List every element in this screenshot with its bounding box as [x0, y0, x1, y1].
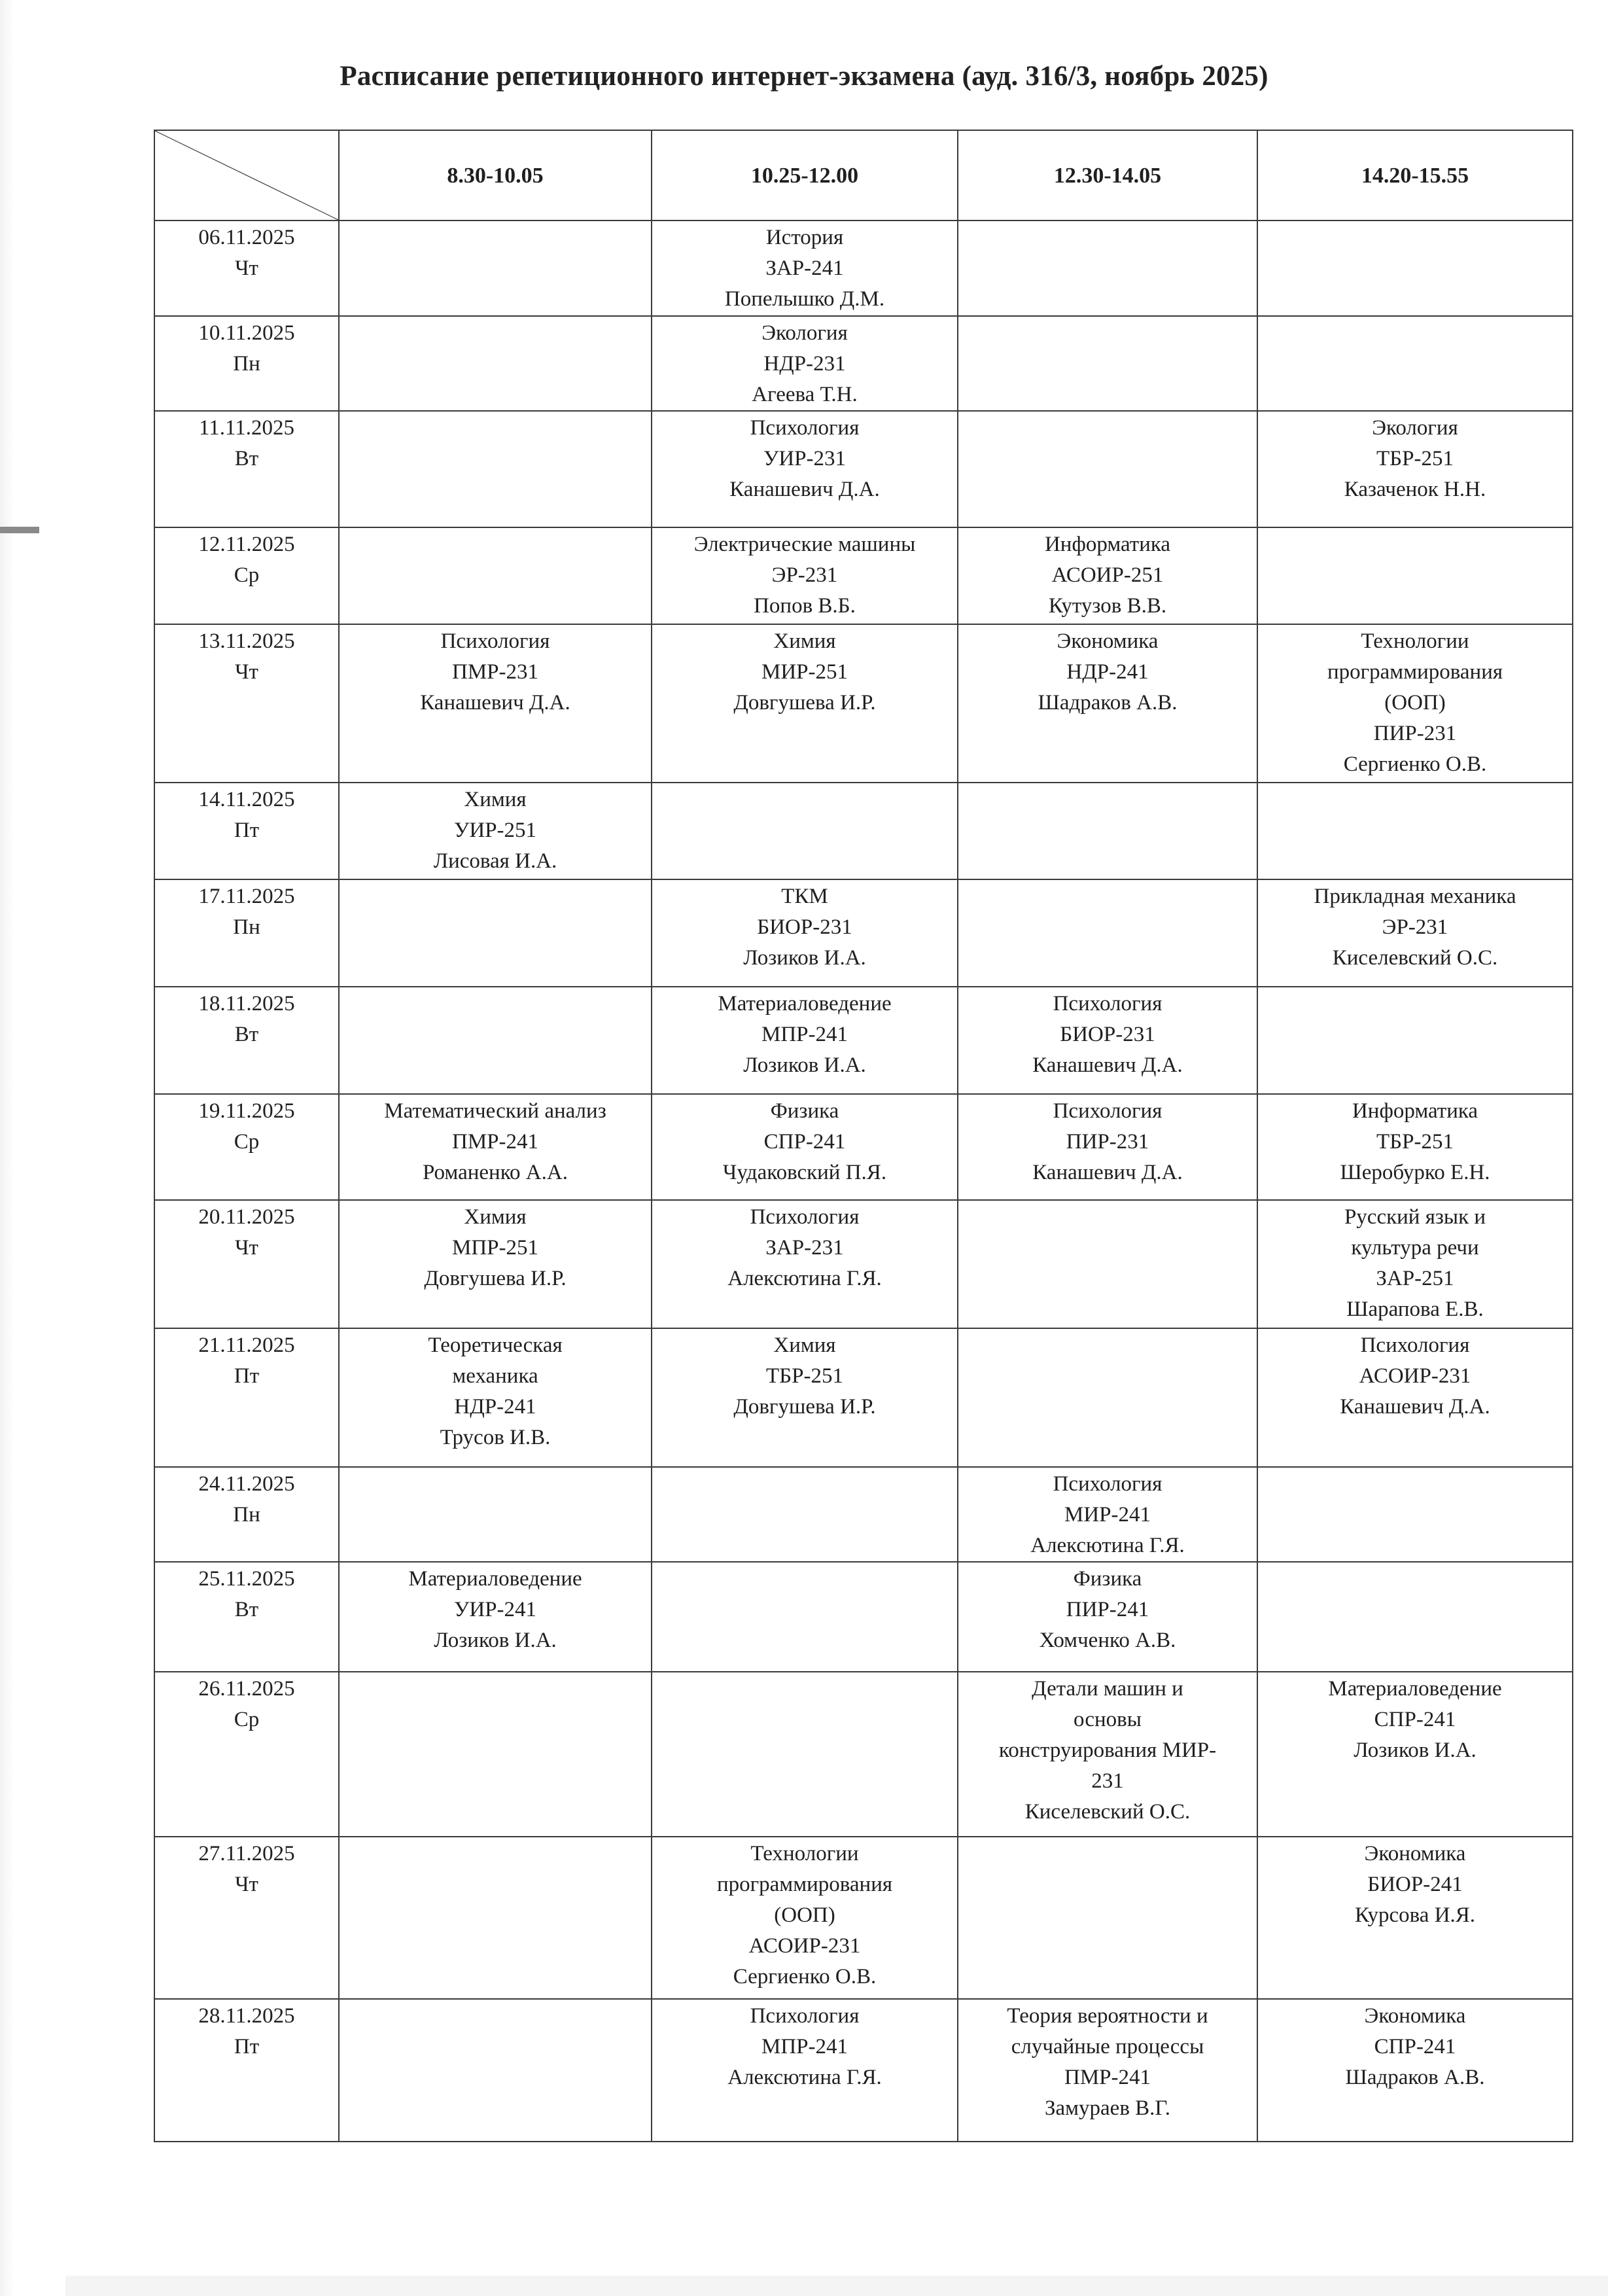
exam-line: Электрические машины [693, 533, 916, 556]
exam-line: Материаловедение [1328, 1677, 1502, 1701]
exam-line: ЗАР-231 [765, 1236, 844, 1260]
time-slot-2: 10.25-12.00 [652, 130, 958, 221]
weekday-text: Вт [234, 1023, 259, 1046]
weekday-text: Пт [234, 1364, 260, 1388]
date-cell [154, 1999, 339, 2142]
date-text: 28.11.2025 [198, 2004, 295, 2028]
exam-line: механика [452, 1364, 538, 1388]
exam-line: Чудаковский П.Я. [722, 1161, 887, 1184]
date-text: 14.11.2025 [198, 788, 295, 811]
exam-cell [339, 1200, 652, 1328]
exam-line: Материаловедение [408, 1567, 582, 1591]
date-cell [154, 1200, 339, 1328]
exam-cell [958, 879, 1257, 987]
exam-line: СПР-241 [1374, 2035, 1456, 2058]
exam-line: Хомченко А.В. [1039, 1629, 1176, 1652]
exam-cell [958, 987, 1257, 1094]
exam-cell [652, 1467, 958, 1562]
exam-line: Замураев В.Г. [1044, 2096, 1171, 2120]
exam-cell [1257, 1328, 1573, 1467]
exam-line: НДР-231 [763, 352, 846, 376]
exam-cell [1257, 1999, 1573, 2142]
weekday-text: Вт [234, 1598, 259, 1621]
schedule-row [154, 1200, 1573, 1328]
date-text: 20.11.2025 [198, 1205, 295, 1229]
page-title: Расписание репетиционного интернет-экзамена (ауд. 316/3, ноябрь 2025) [340, 61, 1268, 92]
exam-line: Попов В.Б. [754, 594, 856, 618]
weekday-text: Вт [234, 447, 259, 470]
weekday-text: Пт [234, 2035, 260, 2058]
date-text: 24.11.2025 [198, 1472, 295, 1496]
date-cell [154, 316, 339, 411]
exam-line: Казаченок Н.Н. [1344, 478, 1486, 501]
schedule-row [154, 1672, 1573, 1837]
exam-line: Шадраков А.В. [1038, 691, 1178, 715]
schedule-body [154, 221, 1573, 2142]
exam-line: Сергиенко О.В. [733, 1965, 877, 1988]
exam-cell [652, 527, 958, 624]
exam-cell [652, 987, 958, 1094]
exam-cell [339, 1999, 652, 2142]
schedule-table [154, 130, 1573, 2142]
exam-line: Химия [464, 788, 527, 811]
exam-line: программирования [1327, 660, 1503, 684]
exam-line: Киселевский О.С. [1332, 946, 1498, 970]
diagonal-divider [155, 131, 338, 220]
exam-cell [1257, 1672, 1573, 1837]
date-text: 12.11.2025 [198, 533, 295, 556]
exam-line: Химия [773, 629, 836, 653]
corner-cell [154, 130, 339, 221]
date-text: 25.11.2025 [198, 1567, 295, 1591]
exam-line: Психология [1053, 1472, 1162, 1496]
exam-cell [652, 624, 958, 783]
exam-cell [652, 1999, 958, 2142]
time-slot-4: 14.20-15.55 [1257, 130, 1573, 221]
exam-line: ТБР-251 [1376, 447, 1454, 470]
exam-cell [339, 987, 652, 1094]
schedule-row [154, 1562, 1573, 1672]
exam-line: Киселевский О.С. [1024, 1800, 1191, 1824]
exam-line: конструирования МИР- [998, 1739, 1217, 1762]
exam-line: ТКМ [781, 885, 828, 908]
exam-line: Довгушева И.Р. [424, 1267, 567, 1290]
exam-cell [652, 221, 958, 316]
date-cell [154, 1562, 339, 1672]
weekday-text: Пн [233, 915, 260, 939]
weekday-text: Пн [233, 1503, 260, 1527]
scan-left-edge [0, 0, 14, 2296]
exam-line: ПИР-241 [1066, 1598, 1149, 1621]
date-cell [154, 527, 339, 624]
exam-line: Трусов И.В. [440, 1426, 551, 1449]
exam-cell [652, 411, 958, 527]
exam-line: ПМР-241 [451, 1130, 539, 1154]
weekday-text: Чт [235, 1873, 258, 1896]
exam-line: ЭР-231 [771, 563, 838, 587]
date-cell [154, 987, 339, 1094]
date-text: 21.11.2025 [198, 1333, 295, 1357]
date-text: 11.11.2025 [198, 416, 295, 440]
date-cell [154, 879, 339, 987]
exam-line: ЗАР-251 [1376, 1267, 1454, 1290]
date-text: 19.11.2025 [198, 1099, 295, 1123]
exam-line: Психология [750, 416, 860, 440]
exam-line: АСОИР-251 [1051, 563, 1164, 587]
date-text: 27.11.2025 [198, 1842, 295, 1865]
exam-line: СПР-241 [763, 1130, 846, 1154]
exam-line: Лозиков И.А. [434, 1629, 557, 1652]
exam-line: Лисовая И.А. [433, 849, 557, 873]
exam-line: МИР-241 [1064, 1503, 1151, 1527]
exam-line: Химия [464, 1205, 527, 1229]
date-text: 06.11.2025 [198, 226, 295, 249]
schedule-row [154, 411, 1573, 527]
exam-line: основы [1074, 1708, 1142, 1731]
exam-line: Математический анализ [384, 1099, 606, 1123]
exam-cell [339, 1467, 652, 1562]
weekday-text: Ср [234, 1708, 260, 1731]
exam-cell [958, 221, 1257, 316]
exam-line: НДР-241 [1066, 660, 1149, 684]
exam-cell [652, 316, 958, 411]
date-cell [154, 1837, 339, 1999]
schedule-row [154, 527, 1573, 624]
schedule-row [154, 987, 1573, 1094]
exam-cell [339, 316, 652, 411]
exam-line: ЭР-231 [1382, 915, 1448, 939]
weekday-text: Ср [234, 563, 260, 587]
exam-line: Экология [1372, 416, 1458, 440]
exam-cell [958, 1200, 1257, 1328]
date-cell [154, 221, 339, 316]
exam-line: программирования [716, 1873, 893, 1896]
exam-line: Теория вероятности и [1007, 2004, 1208, 2028]
exam-cell [958, 527, 1257, 624]
exam-line: НДР-241 [454, 1395, 536, 1419]
exam-cell [958, 1094, 1257, 1200]
schedule-row [154, 1837, 1573, 1999]
exam-line: АСОИР-231 [748, 1934, 861, 1958]
exam-cell [652, 879, 958, 987]
exam-cell [652, 783, 958, 879]
exam-cell [958, 624, 1257, 783]
time-slot-1: 8.30-10.05 [339, 130, 652, 221]
exam-line: Психология [750, 1205, 860, 1229]
exam-line: Психология [1053, 1099, 1162, 1123]
weekday-text: Чт [235, 256, 258, 280]
exam-cell [339, 527, 652, 624]
exam-cell [1257, 1200, 1573, 1328]
exam-line: Канашевич Д.А. [1032, 1161, 1183, 1184]
scan-bottom-edge [65, 2276, 1608, 2296]
exam-line: БИОР-231 [1060, 1023, 1155, 1046]
exam-line: (ООП) [1384, 691, 1446, 715]
exam-cell [958, 1562, 1257, 1672]
exam-cell [958, 1837, 1257, 1999]
exam-cell [958, 783, 1257, 879]
exam-cell [958, 1467, 1257, 1562]
exam-line: Психология [1053, 992, 1162, 1016]
exam-line: БИОР-241 [1367, 1873, 1463, 1896]
scan-artifact [0, 527, 39, 533]
exam-line: Шадраков А.В. [1345, 2066, 1485, 2089]
exam-line: Кутузов В.В. [1048, 594, 1167, 618]
exam-line: Психология [1360, 1333, 1470, 1357]
exam-cell [958, 316, 1257, 411]
exam-line: Экономика [1364, 1842, 1466, 1865]
exam-line: Физика [1073, 1567, 1142, 1591]
exam-line: БИОР-231 [757, 915, 852, 939]
exam-line: Детали машин и [1032, 1677, 1183, 1701]
exam-line: Прикладная механика [1314, 885, 1516, 908]
exam-cell [1257, 987, 1573, 1094]
exam-cell [1257, 1837, 1573, 1999]
weekday-text: Чт [235, 1236, 258, 1260]
exam-line: Канашевич Д.А. [1340, 1395, 1490, 1419]
exam-line: СПР-241 [1374, 1708, 1456, 1731]
exam-cell [339, 1672, 652, 1837]
exam-line: Психология [750, 2004, 860, 2028]
schedule-row [154, 624, 1573, 783]
exam-cell [958, 1672, 1257, 1837]
exam-cell [1257, 783, 1573, 879]
exam-line: УИР-241 [453, 1598, 537, 1621]
exam-line: История [765, 226, 844, 249]
exam-cell [339, 1837, 652, 1999]
exam-line: ПИР-231 [1373, 722, 1457, 745]
exam-cell [1257, 1094, 1573, 1200]
exam-line: Информатика [1352, 1099, 1478, 1123]
schedule-row [154, 1999, 1573, 2142]
time-slot-3: 12.30-14.05 [958, 130, 1257, 221]
date-text: 10.11.2025 [198, 321, 295, 345]
schedule-row [154, 221, 1573, 316]
exam-cell [1257, 1467, 1573, 1562]
exam-line: культура речи [1351, 1236, 1479, 1260]
exam-line: Физика [770, 1099, 839, 1123]
exam-line: Довгушева И.Р. [733, 1395, 876, 1419]
exam-line: Попелышко Д.М. [724, 287, 885, 311]
exam-line: Шарапова Е.В. [1346, 1298, 1484, 1321]
exam-cell [339, 1094, 652, 1200]
exam-line: Агеева Т.Н. [752, 383, 858, 406]
exam-line: УИР-231 [763, 447, 847, 470]
exam-line: Теоретическая [428, 1333, 563, 1357]
exam-cell [652, 1200, 958, 1328]
exam-line: Канашевич Д.А. [729, 478, 880, 501]
exam-cell [339, 1328, 652, 1467]
exam-cell [958, 1999, 1257, 2142]
exam-line: УИР-251 [453, 819, 537, 842]
exam-line: Алексютина Г.Я. [727, 1267, 882, 1290]
exam-line: МПР-241 [761, 2035, 848, 2058]
exam-line: случайные процессы [1011, 2035, 1204, 2058]
date-text: 13.11.2025 [198, 629, 295, 653]
date-cell [154, 783, 339, 879]
exam-line: ПМР-231 [451, 660, 539, 684]
exam-line: Экономика [1057, 629, 1159, 653]
exam-line: ПМР-241 [1064, 2066, 1151, 2089]
exam-cell [339, 783, 652, 879]
exam-line: 231 [1091, 1769, 1124, 1793]
date-cell [154, 1094, 339, 1200]
exam-line: Романенко А.А. [423, 1161, 568, 1184]
exam-cell [339, 1562, 652, 1672]
exam-line: МИР-251 [761, 660, 848, 684]
date-text: 17.11.2025 [198, 885, 295, 908]
date-cell [154, 1467, 339, 1562]
exam-cell [958, 411, 1257, 527]
date-text: 18.11.2025 [198, 992, 295, 1016]
exam-line: Лозиков И.А. [743, 1053, 866, 1077]
date-cell [154, 1672, 339, 1837]
exam-line: Психология [440, 629, 550, 653]
exam-cell [958, 1328, 1257, 1467]
exam-cell [652, 1562, 958, 1672]
exam-line: Канашевич Д.А. [1032, 1053, 1183, 1077]
exam-cell [339, 411, 652, 527]
schedule-row [154, 1467, 1573, 1562]
date-cell [154, 624, 339, 783]
exam-cell [1257, 1562, 1573, 1672]
exam-line: Шеробурко Е.Н. [1340, 1161, 1490, 1184]
exam-cell [1257, 879, 1573, 987]
exam-line: АСОИР-231 [1359, 1364, 1471, 1388]
exam-line: Материаловедение [718, 992, 892, 1016]
exam-cell [1257, 221, 1573, 316]
schedule-row [154, 1094, 1573, 1200]
exam-line: Алексютина Г.Я. [727, 2066, 882, 2089]
exam-line: Алексютина Г.Я. [1030, 1534, 1185, 1557]
date-text: 26.11.2025 [198, 1677, 295, 1701]
date-cell [154, 1328, 339, 1467]
exam-cell [339, 879, 652, 987]
schedule-row [154, 783, 1573, 879]
exam-cell [339, 221, 652, 316]
weekday-text: Пн [233, 352, 260, 376]
exam-line: Технологии [1361, 629, 1469, 653]
exam-line: ПИР-231 [1066, 1130, 1149, 1154]
weekday-text: Пт [234, 819, 260, 842]
header-row [154, 130, 1573, 221]
exam-line: Довгушева И.Р. [733, 691, 876, 715]
exam-line: Лозиков И.А. [743, 946, 866, 970]
exam-cell [1257, 624, 1573, 783]
exam-line: Лозиков И.А. [1354, 1739, 1477, 1762]
weekday-text: Ср [234, 1130, 260, 1154]
exam-line: Курсова И.Я. [1354, 1903, 1476, 1927]
exam-line: МПР-251 [451, 1236, 539, 1260]
schedule-row [154, 316, 1573, 411]
exam-line: ТБР-251 [766, 1364, 843, 1388]
exam-line: ЗАР-241 [765, 256, 844, 280]
exam-cell [652, 1328, 958, 1467]
exam-line: Информатика [1044, 533, 1171, 556]
schedule-row [154, 879, 1573, 987]
exam-cell [1257, 316, 1573, 411]
exam-cell [652, 1094, 958, 1200]
exam-line: Химия [773, 1333, 836, 1357]
weekday-text: Чт [235, 660, 258, 684]
exam-line: МПР-241 [761, 1023, 848, 1046]
exam-line: Канашевич Д.А. [420, 691, 570, 715]
exam-line: Технологии [750, 1842, 859, 1865]
exam-line: Экология [761, 321, 848, 345]
date-cell [154, 411, 339, 527]
exam-line: Русский язык и [1344, 1205, 1486, 1229]
exam-line: Сергиенко О.В. [1343, 752, 1487, 776]
schedule-row [154, 1328, 1573, 1467]
exam-line: ТБР-251 [1376, 1130, 1454, 1154]
exam-cell [652, 1672, 958, 1837]
exam-cell [1257, 411, 1573, 527]
exam-cell [339, 624, 652, 783]
exam-line: (ООП) [774, 1903, 835, 1927]
exam-cell [652, 1837, 958, 1999]
exam-line: Экономика [1364, 2004, 1466, 2028]
exam-cell [1257, 527, 1573, 624]
